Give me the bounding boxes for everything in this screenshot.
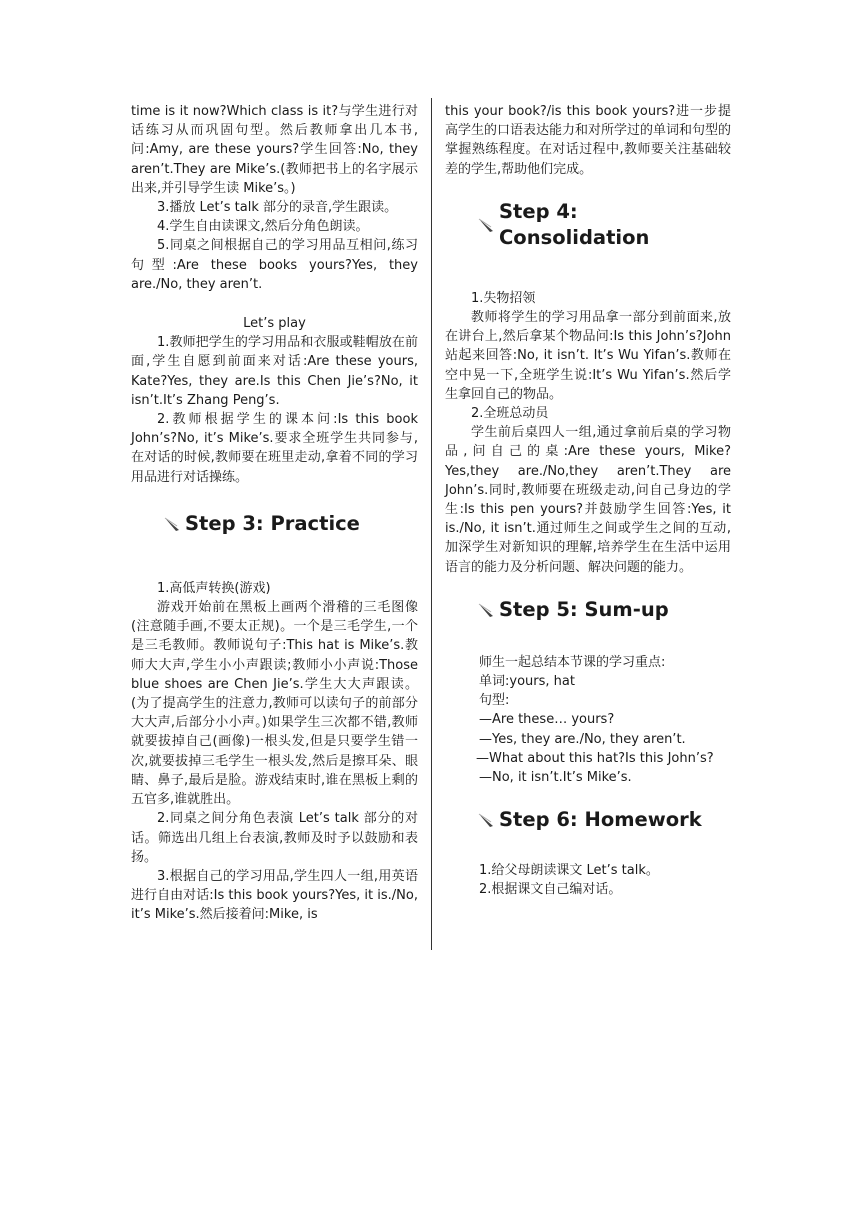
step3-item-2: 2.同桌之间分角色表演 Let’s talk 部分的对话。筛选出几组上台表演,教师及时予以鼓励和表扬。 bbox=[131, 811, 418, 865]
step-item-5: 5.同桌之间根据自己的学习用品互相问,练习句型:Are these books yours?Yes, they are./No, they aren’t. bbox=[131, 238, 418, 292]
quill-icon bbox=[163, 514, 183, 534]
step4-item-2: 2.全班总动员 bbox=[471, 406, 549, 422]
step3-item-1: 1.高低声转换(游戏) bbox=[157, 580, 271, 596]
step-item-3: 3.播放 Let’s talk 部分的录音,学生跟读。 bbox=[157, 200, 398, 216]
step5-title: Step 5: Sum-up bbox=[499, 597, 669, 621]
step4-item-1-body: 教师将学生的学习用品拿一部分到前面来,放在讲台上,然后拿某个物品问:Is this John’s?John 站起来回答:No, it isn’t. It’s Wu Yifan’s.教师在空中晃一下,全班学生说:It’s Wu Yifan’s.然后学生拿回自己的物品。 bbox=[445, 310, 731, 402]
step3-heading bbox=[163, 511, 418, 537]
sum-line: —What about this hat?Is this John’s? bbox=[476, 750, 714, 766]
sum-line: —Yes, they are./No, they aren’t. bbox=[479, 731, 686, 747]
sum-line: —No, it isn’t.It’s Mike’s. bbox=[479, 770, 632, 786]
quill-icon bbox=[477, 600, 497, 620]
right-column bbox=[445, 102, 731, 900]
sum-line: 句型: bbox=[479, 693, 510, 709]
step3-game-description: 游戏开始前在黑板上画两个滑稽的三毛图像(注意随手画,不要太正规)。一个是三毛学生,一个是三毛教师。教师说句子:This hat is Mike’s.教师大大声,学生小小声跟读;教师小小声说:Those blue shoes are Chen Jie’s.学生大大声跟读。(为了提高学生的注意力,教师可以读句子的前部分大大声,后部分小小声。)如果学生三次都不错,教师就要拔掉自己(画像)一根头发,但是只要学生错一次,就要拔掉三毛学生一根头发,然后是擦耳朵、眼睛、鼻子,最后是脸。游戏结束时,谁在黑板上剩的五官多,谁就胜出。 bbox=[131, 600, 418, 808]
homework-item-2: 2.根据课文自己编对话。 bbox=[479, 882, 622, 898]
homework-list bbox=[479, 861, 731, 899]
sum-line: 单词:yours, hat bbox=[479, 674, 575, 690]
quill-icon bbox=[477, 215, 497, 235]
lets-play-item-1: 1.教师把学生的学习用品和衣服或鞋帽放在前面,学生自愿到前面来对话:Are these yours, Kate?Yes, they are.Is this Chen Jie’s?No, it isn’t.It’s Zhang Peng’s. bbox=[131, 335, 418, 408]
step3-title: Step 3: Practice bbox=[185, 511, 360, 535]
quill-icon bbox=[477, 810, 497, 830]
step5-list bbox=[476, 653, 731, 787]
step3-item-3: 3.根据自己的学习用品,学生四人一组,用英语进行自由对话:Is this book yours?Yes, it is./No, it’s Mike’s.然后接着问:Mike, is bbox=[131, 868, 418, 923]
homework-item-1: 1.给父母朗读课文 Let’s talk。 bbox=[479, 863, 659, 879]
step6-title: Step 6: Homework bbox=[499, 808, 702, 832]
step4-item-2-body: 学生前后桌四人一组,通过拿前后桌的学习物品,问自己的桌:Are these yours, Mike?Yes,they are./No,they aren’t.They are John’s.同时,教师要在班级走动,问自己身边的学生:Is this pen yours?并鼓励学生回答:Yes, it is./No, it isn’t.通过师生之间或学生之间的互动,加深学生对新知识的理解,培养学生在生活中运用语言的能力及分析问题、解决问题的能力。 bbox=[445, 425, 731, 575]
column-divider bbox=[431, 98, 432, 950]
step4-title: Step 4: Consolidation bbox=[499, 199, 650, 249]
step4-item-1: 1.失物招领 bbox=[471, 290, 536, 306]
step4-heading bbox=[477, 199, 731, 251]
continuation-paragraph: this your book?/is this book yours?进一步提高学生的口语表达能力和对所学过的单词和句型的掌握熟练程度。在对话过程中,教师要关注基础较差的学生,帮助他们完成。 bbox=[445, 104, 732, 177]
step-item-4: 4.学生自由读课文,然后分角色朗读。 bbox=[157, 219, 369, 235]
step6-heading bbox=[477, 807, 731, 833]
intro-paragraph: time is it now?Which class is it?与学生进行对话练习从而巩固句型。然后教师拿出几本书,问:Amy, are these yours?学生回答:No, they aren’t.They are Mike’s.(教师把书上的名字展示出来,并引导学生读 Mike’s。) bbox=[131, 104, 418, 196]
lets-play-item-2: 2.教师根据学生的课本问:Is this book John’s?No, it’s Mike’s.要求全班学生共同参与,在对话的时候,教师要在班里走动,拿着不同的学习用品进行对话操练。 bbox=[131, 412, 418, 485]
step5-heading bbox=[477, 597, 731, 623]
lets-play-heading: Let’s play bbox=[243, 316, 306, 332]
sum-line: 师生一起总结本节课的学习重点: bbox=[479, 654, 666, 670]
sum-line: —Are these… yours? bbox=[479, 712, 615, 728]
left-column bbox=[131, 102, 418, 925]
